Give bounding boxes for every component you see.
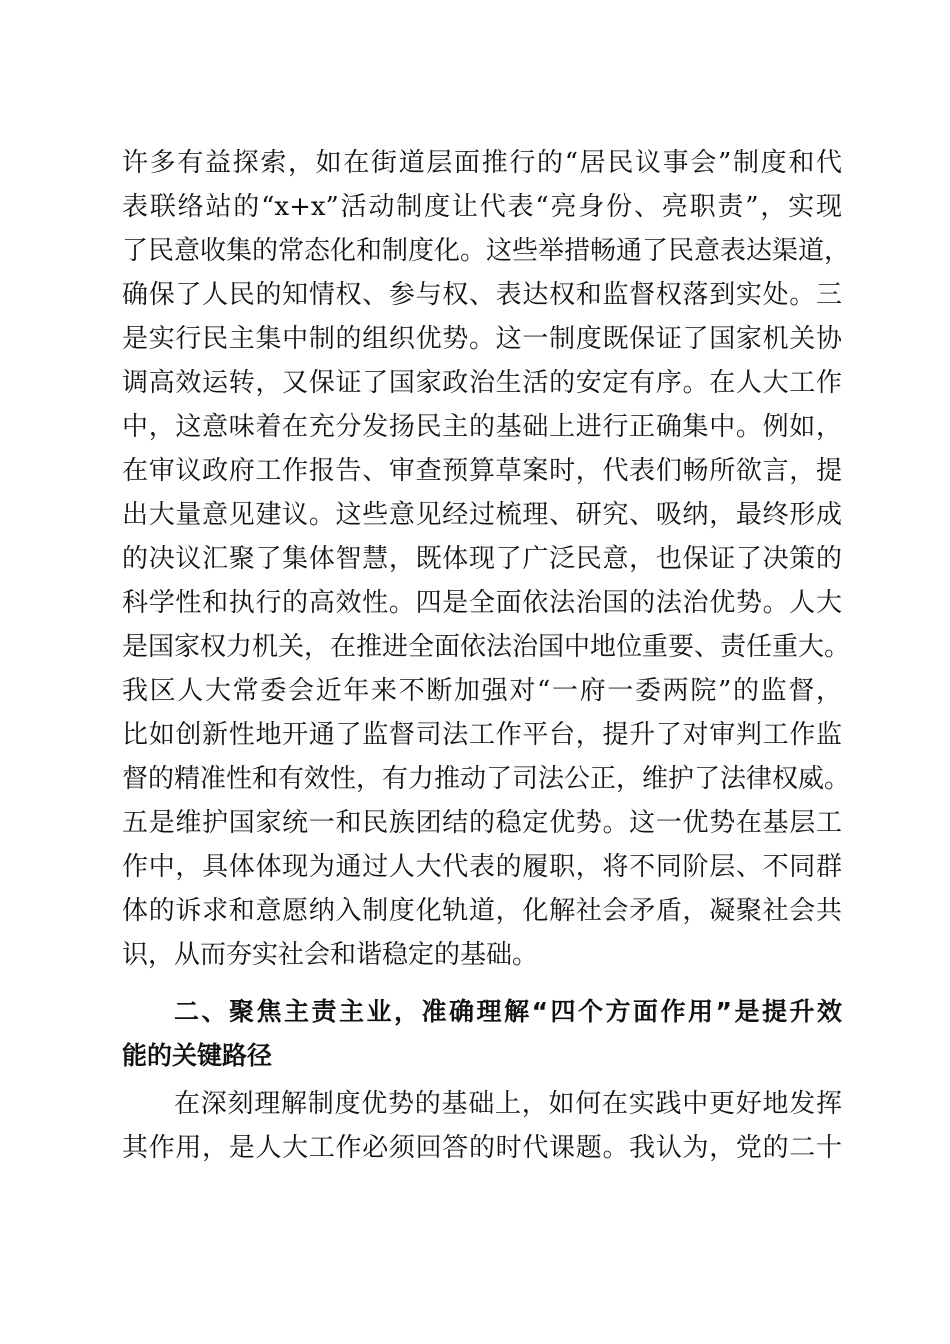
body-text-line: 是实行民主集中制的组织优势。这一制度既保证了国家机关协 (122, 324, 842, 354)
body-text-line: 五是维护国家统一和民族团结的稳定优势。这一优势在基层工 (122, 808, 842, 838)
body-text-line: 确保了人民的知情权、参与权、表达权和监督权落到实处。三 (122, 280, 842, 310)
body-text-line: 出大量意见建议。这些意见经过梳理、研究、吸纳，最终形成 (122, 500, 842, 530)
body-text-line: 调高效运转，又保证了国家政治生活的安定有序。在人大工作 (122, 368, 842, 398)
body-text-line: 了民意收集的常态化和制度化。这些举措畅通了民意表达渠道， (122, 236, 851, 266)
body-text-line: 在审议政府工作报告、审查预算草案时，代表们畅所欲言，提 (122, 456, 842, 486)
section-heading-line: 二、聚焦主责主业，准确理解“四个方面作用”是提升效 (174, 997, 842, 1026)
section-heading-line: 能的关键路径 (122, 1041, 273, 1070)
body-text-line: 的决议汇聚了集体智慧，既体现了广泛民意，也保证了决策的 (122, 544, 842, 574)
body-text-line: 表联络站的“x+x”活动制度让代表“亮身份、亮职责”，实现 (122, 192, 842, 222)
body-text-line: 其作用，是人大工作必须回答的时代课题。我认为，党的二十 (122, 1133, 842, 1163)
body-text-line: 在深刻理解制度优势的基础上，如何在实践中更好地发挥 (174, 1089, 842, 1119)
body-text-line: 是国家权力机关，在推进全面依法治国中地位重要、责任重大。 (122, 632, 851, 662)
body-text-line: 科学性和执行的高效性。四是全面依法治国的法治优势。人大 (122, 588, 842, 618)
body-text-line: 我区人大常委会近年来不断加强对“一府一委两院”的监督， (122, 676, 842, 706)
body-text-line: 许多有益探索，如在街道层面推行的“居民议事会”制度和代 (122, 148, 842, 178)
body-text-line: 体的诉求和意愿纳入制度化轨道，化解社会矛盾，凝聚社会共 (122, 896, 842, 926)
body-text-line: 作中，具体体现为通过人大代表的履职，将不同阶层、不同群 (122, 852, 842, 882)
body-text-line: 识，从而夯实社会和谐稳定的基础。 (122, 940, 539, 970)
body-text-line: 督的精准性和有效性，有力推动了司法公正，维护了法律权威。 (122, 764, 851, 794)
body-text-line: 中，这意味着在充分发扬民主的基础上进行正确集中。例如， (122, 412, 842, 442)
body-text-line: 比如创新性地开通了监督司法工作平台，提升了对审判工作监 (122, 720, 842, 750)
